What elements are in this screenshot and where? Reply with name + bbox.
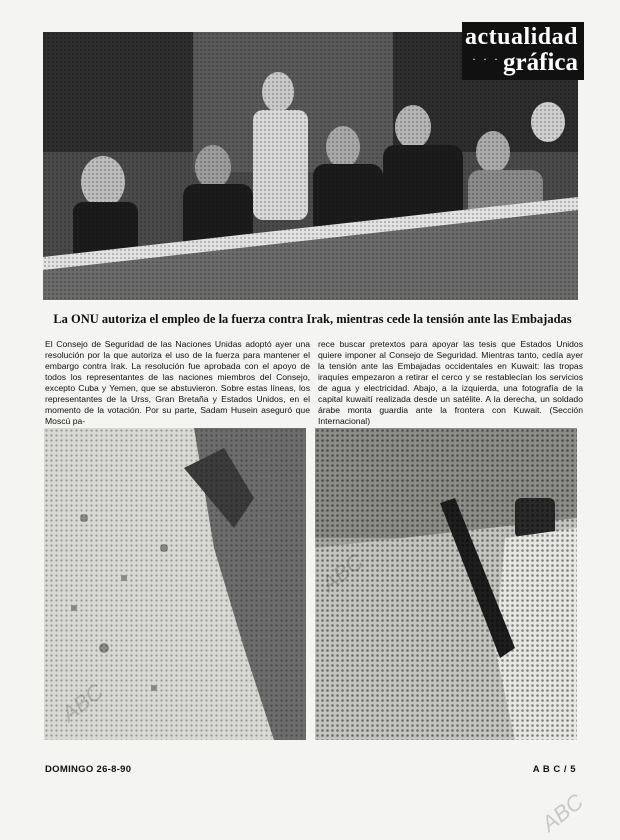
watermark: ABC — [56, 678, 108, 727]
section-title-line1: actualidad — [464, 24, 578, 50]
article-column-2: rece buscar pretextos para apoyar las tesis que Estados Unidos quiere imponer al Consejo de Seguridad. Mientras tanto, cedía ayer la tensión ante las Embajadas occidentales en Kuwait: las tropas iraquíes empezaron a retirar el cerco y se restablecían los servicios de agua y electricidad. Abajo, a la izquierda, una fotografía de la capital kuwaití realizada desde un satélite. A la derecha, un soldado árabe monta guardia ante la frontera con Kuwait. (Sección Internacional) — [318, 339, 583, 426]
page-number: A B C / 5 — [532, 764, 576, 775]
watermark: ABC — [536, 788, 588, 837]
section-badge — [462, 22, 584, 80]
soldier-border-photo — [315, 428, 577, 740]
watermark: ABC — [316, 548, 368, 597]
issue-date: DOMINGO 26-8-90 — [45, 764, 132, 775]
badge-dots-decoration: · · · — [472, 52, 500, 66]
section-title-line2: gráfica — [503, 49, 578, 76]
headline: La ONU autoriza el empleo de la fuerza contra Irak, mientras cede la tensión ante las Embajadas — [53, 312, 572, 326]
article-column-1: El Consejo de Seguridad de las Naciones Unidas adoptó ayer una resolución por la que autoriza el uso de la fuerza para mantener el embargo contra Irak. La resolución fue aprobada con el apoyo de todos los representantes de las naciones miembros del Consejo, excepto Cuba y Yemen, que se abstuvieron. Sobre estas líneas, los representantes de la Urss, Gran Bretaña y Estados Unidos, en el momento de la votación. Por su parte, Sadam Husein aseguró que Moscú pa- — [45, 339, 310, 426]
